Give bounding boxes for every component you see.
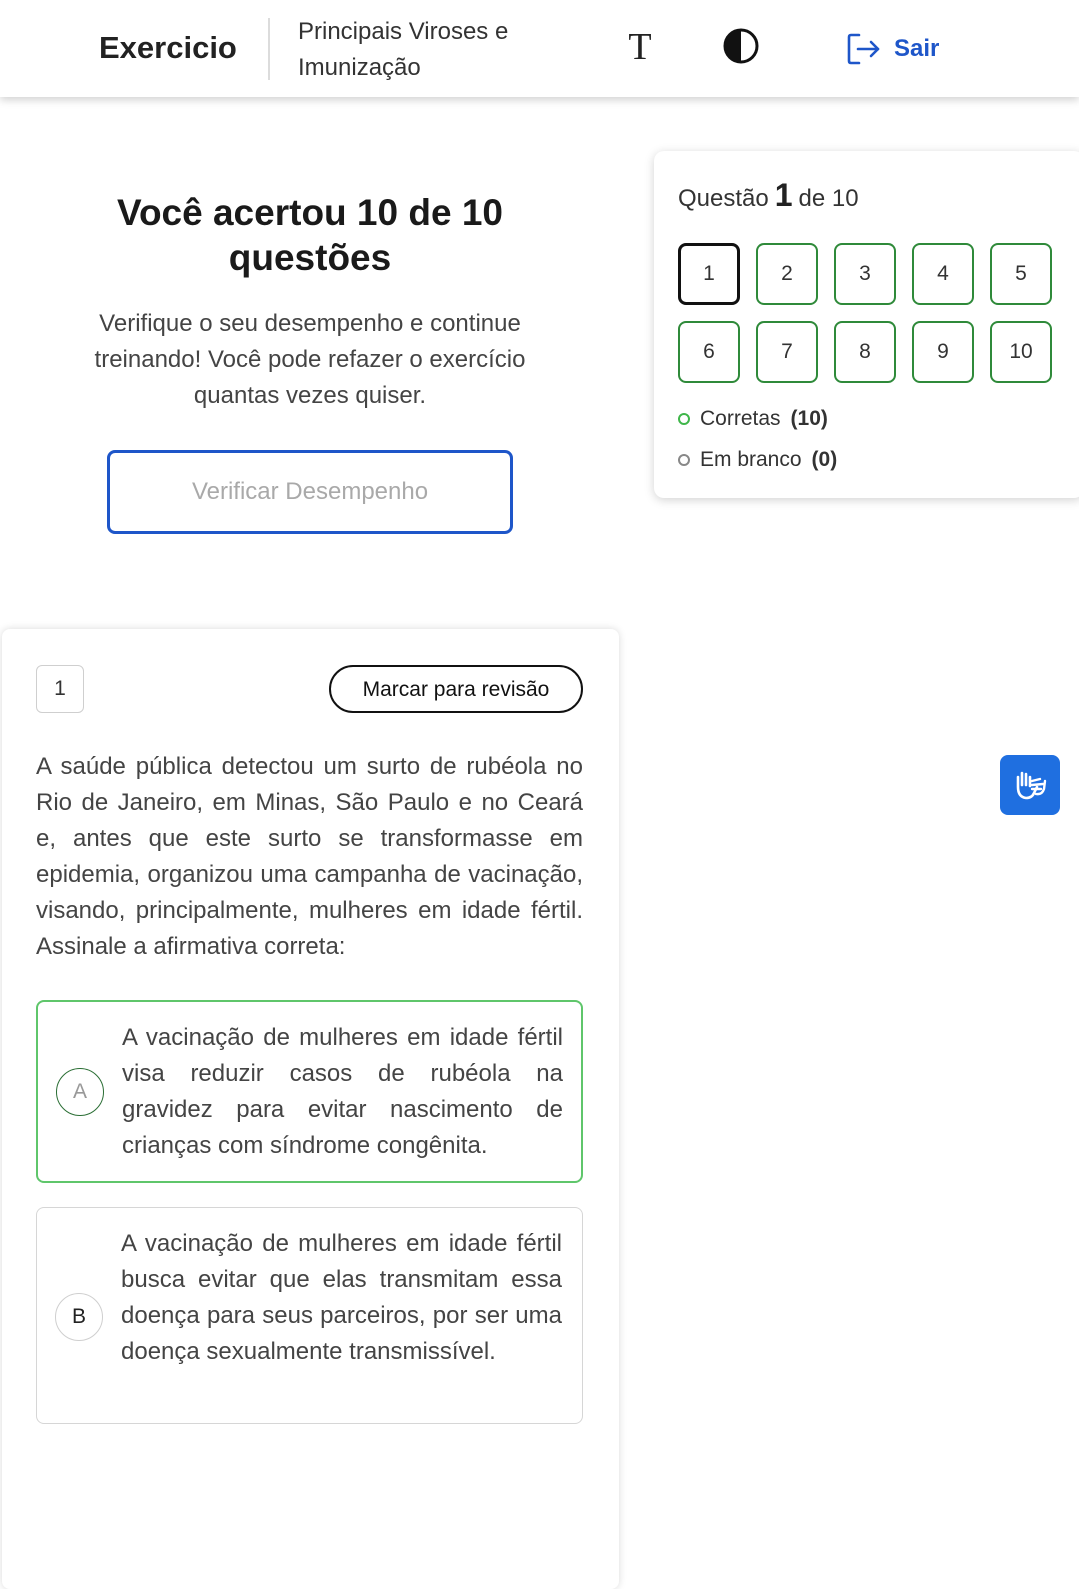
question-button[interactable]: 2 <box>756 243 818 305</box>
contrast-icon[interactable] <box>722 27 760 65</box>
navigator-title <box>678 177 859 214</box>
question-card <box>2 629 619 1589</box>
result-title: Você acertou 10 de 10 questões <box>117 192 503 278</box>
legend-label: Corretas <box>700 407 781 430</box>
legend-correct <box>678 407 828 431</box>
navigator-prefix: Questão <box>678 185 769 212</box>
font-size-icon[interactable]: T <box>628 26 652 68</box>
alternative-text: A vacinação de mulheres em idade fértil busca evitar que elas transmitam essa doença para seus parceiros, por ser uma doença sexualmente transmissível. <box>121 1230 562 1365</box>
app-title: Exercicio <box>99 30 237 65</box>
alternative-text: A vacinação de mulheres em idade fértil visa reduzir casos de rubéola na gravidez para evitar nascimento de crianças com síndrome congênita. <box>122 1024 563 1159</box>
legend-label: Em branco <box>700 448 802 471</box>
legend-count: (0) <box>811 448 838 471</box>
app-header <box>0 0 1079 97</box>
exercise-subject: Principais Viroses e Imunização <box>298 18 509 81</box>
logout-icon <box>846 32 882 66</box>
alternative-letter: A <box>56 1068 104 1116</box>
logout-button[interactable] <box>846 30 939 68</box>
question-button[interactable]: 7 <box>756 321 818 383</box>
question-button[interactable]: 4 <box>912 243 974 305</box>
alternative-a[interactable] <box>36 1000 583 1183</box>
alternative-b[interactable] <box>36 1207 583 1424</box>
question-button[interactable]: 8 <box>834 321 896 383</box>
sign-language-icon <box>1010 765 1050 805</box>
question-statement: A saúde pública detectou um surto de rubéola no Rio de Janeiro, em Minas, São Paulo e no Ceará e, antes que este surto se transformasse em epidemia, organizou uma campanha de vacinação, visando, principalmente, mulheres em idade fértil. Assinale a afirmativa correta: <box>36 753 583 960</box>
current-question-number: 1 <box>774 177 793 213</box>
verify-performance-button[interactable]: Verificar Desempenho <box>107 450 513 534</box>
alternative-letter: B <box>55 1293 103 1341</box>
mark-for-review-button[interactable]: Marcar para revisão <box>329 665 583 713</box>
question-button[interactable]: 6 <box>678 321 740 383</box>
logout-label: Sair <box>894 35 940 62</box>
question-grid <box>678 243 1052 383</box>
blank-dot-icon <box>678 454 690 466</box>
question-button[interactable]: 3 <box>834 243 896 305</box>
question-button[interactable]: 1 <box>678 243 740 305</box>
question-navigator <box>654 151 1079 498</box>
header-divider <box>268 18 270 80</box>
question-button[interactable]: 10 <box>990 321 1052 383</box>
legend-blank <box>678 448 837 472</box>
navigator-suffix: de 10 <box>798 185 859 212</box>
question-button[interactable]: 5 <box>990 243 1052 305</box>
legend-count: (10) <box>790 407 828 430</box>
question-button[interactable]: 9 <box>912 321 974 383</box>
question-number-badge: 1 <box>36 665 84 713</box>
correct-dot-icon <box>678 413 690 425</box>
result-description: Verifique o seu desempenho e continue treinando! Você pode refazer o exercício quantas vezes quiser. <box>94 310 526 409</box>
sign-language-button[interactable] <box>1000 755 1060 815</box>
